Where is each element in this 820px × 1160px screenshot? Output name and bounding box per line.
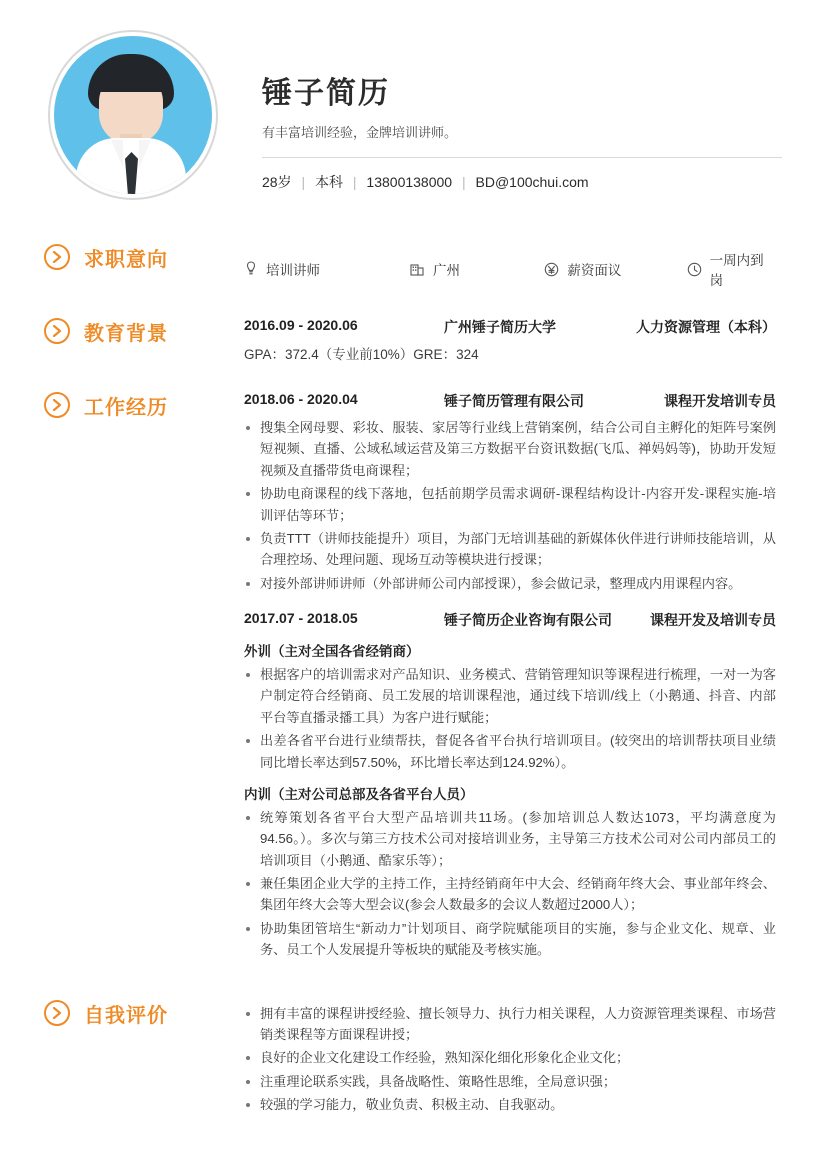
work-entry-head: [244, 391, 776, 411]
intent-availability-label: 一周内到岗: [709, 253, 764, 288]
section-body-work: [244, 389, 776, 963]
section-self-evaluation: [0, 997, 820, 1118]
list-item: 拥有丰富的课程讲授经验、擅长领导力、执行力相关课程，人力资源管理类课程、市场营销类课程等方面课程讲授；: [244, 1003, 776, 1046]
work-role: 课程开发培训专员: [664, 393, 776, 409]
work-bullets: [244, 807, 776, 961]
intent-salary: [544, 259, 686, 279]
education-detail: GPA：372.4（专业前10%）GRE：324: [244, 347, 479, 362]
building-icon: [410, 262, 425, 277]
list-item: 协助集团管培生“新动力”计划项目、商学院赋能项目的实施，参与企业文化、规章、业务、员工个人发展提升等板块的赋能及考核实施。: [244, 918, 776, 961]
work-company: 锤子简历管理有限公司: [444, 393, 584, 409]
section-body-education: [244, 315, 776, 363]
list-item: 搜集全网母婴、彩妆、服装、家居等行业线上营销案例，结合公司自主孵化的矩阵号案例短视频、直播、公域私域运营及第三方数据平台资讯数据(飞瓜、禅妈妈等)，协助开发短视频及直播带货电商课程；: [244, 417, 776, 481]
work-entry: [244, 391, 776, 594]
basics-sep-2: |: [352, 174, 357, 190]
avatar: [48, 30, 218, 200]
basics-sep-1: |: [301, 174, 306, 190]
list-item: 协助电商课程的线下落地，包括前期学员需求调研-课程结构设计-内容开发-课程实施-培训评估等环节；: [244, 483, 776, 526]
intent-position: [244, 259, 410, 279]
work-date: 2018.06 - 2020.04: [244, 391, 358, 407]
section-header-job-intent: [44, 241, 244, 289]
education-major: 人力资源管理（本科）: [636, 319, 776, 335]
job-intent-row: [244, 243, 776, 289]
basics-email: BD@100chui.com: [475, 174, 589, 190]
section-title-work: 工作经历: [84, 397, 168, 419]
avatar-illustration: [54, 36, 212, 194]
work-date: 2017.07 - 2018.05: [244, 610, 358, 626]
basics-education: 本科: [315, 174, 343, 190]
section-header-work: [44, 389, 244, 963]
section-title-self-eval: 自我评价: [84, 1004, 168, 1027]
yuan-icon: [544, 262, 559, 277]
chevron-right-icon: [44, 318, 70, 344]
section-title-education: 教育背景: [84, 323, 168, 345]
section-education: [0, 315, 820, 363]
section-body-self-eval: [244, 997, 776, 1118]
list-item: 注重理论联系实践，具备战略性、策略性思维，全局意识强；: [244, 1071, 776, 1092]
work-role: 课程开发及培训专员: [650, 612, 776, 628]
section-work-experience: [0, 389, 820, 963]
list-item: 对接外部讲师讲师（外部讲师公司内部授课），参会做记录，整理成内用课程内容。: [244, 573, 776, 594]
work-bullets: [244, 417, 776, 594]
intent-city-label: 广州: [432, 263, 460, 278]
section-job-intent: [0, 241, 820, 289]
chevron-right-icon: [44, 392, 70, 418]
list-item: 统筹策划各省平台大型产品培训共11场。(参加培训总人数达1073，平均满意度为94.56。）。多次与第三方技术公司对接培训业务，主导第三方技术公司对公司内部员工的培训项目（小鹅通、酷家乐等）；: [244, 807, 776, 871]
section-body-job-intent: [244, 241, 776, 289]
header-basics: [262, 172, 782, 192]
section-header-self-eval: [44, 997, 244, 1118]
education-entry-head: [244, 317, 776, 337]
chevron-right-icon: [44, 244, 70, 270]
chevron-right-icon: [44, 1000, 70, 1026]
clock-icon: [687, 262, 702, 277]
work-entry-head: [244, 610, 776, 630]
education-date: 2016.09 - 2020.06: [244, 317, 358, 333]
list-item: 较强的学习能力，敬业负责、积极主动、自我驱动。: [244, 1094, 776, 1115]
briefcase-icon: [244, 261, 258, 277]
list-item: 负责TTT（讲师技能提升）项目，为部门无培训基础的新媒体伙伴进行讲师技能培训，从合理控场、处理问题、现场互动等模块进行授课；: [244, 528, 776, 571]
list-item: 良好的企业文化建设工作经验，熟知深化细化形象化企业文化；: [244, 1047, 776, 1068]
header-tagline: 有丰富培训经验，金牌培训讲师。: [262, 125, 458, 140]
self-eval-bullets: [244, 1003, 776, 1116]
header-info: [218, 30, 782, 192]
work-bullets: [244, 664, 776, 773]
header-divider: [262, 157, 782, 158]
resume-header: [0, 0, 820, 215]
work-company: 锤子简历企业咨询有限公司: [444, 612, 612, 628]
basics-phone: 13800138000: [366, 174, 453, 190]
section-title-job-intent: 求职意向: [84, 249, 168, 271]
intent-position-label: 培训讲师: [266, 263, 320, 278]
education-entry: [244, 317, 776, 363]
intent-salary-label: 薪资面议: [567, 263, 622, 278]
list-item: 出差各省平台进行业绩帮扶，督促各省平台执行培训项目。(较突出的培训帮扶项目业绩同比增长率达到57.50%，环比增长率达到124.92%）。: [244, 730, 776, 773]
intent-availability: [687, 249, 776, 289]
list-item: 兼任集团企业大学的主持工作，主持经销商年中大会、经销商年终大会、事业部年终会、集团年终大会等大型会议(参会人数最多的会议人数超过2000人）；: [244, 873, 776, 916]
basics-sep-3: |: [461, 174, 466, 190]
list-item: 根据客户的培训需求对产品知识、业务模式、营销管理知识等课程进行梳理，一对一为客户制定符合经销商、员工发展的培训课程池，通过线下培训/线上（小鹅通、抖音、内部平台等直播录播工具）为客户进行赋能；: [244, 664, 776, 728]
intent-city: [410, 259, 544, 279]
work-group-subtitle: 内训（主对公司总部及各省平台人员）: [244, 786, 474, 802]
section-header-education: [44, 315, 244, 363]
work-group-subtitle: 外训（主对全国各省经销商）: [244, 644, 420, 659]
education-school: 广州锤子简历大学: [444, 319, 556, 335]
work-entry: [244, 610, 776, 961]
page-title: 锤子简历: [262, 77, 390, 110]
basics-age: 28岁: [262, 174, 292, 190]
